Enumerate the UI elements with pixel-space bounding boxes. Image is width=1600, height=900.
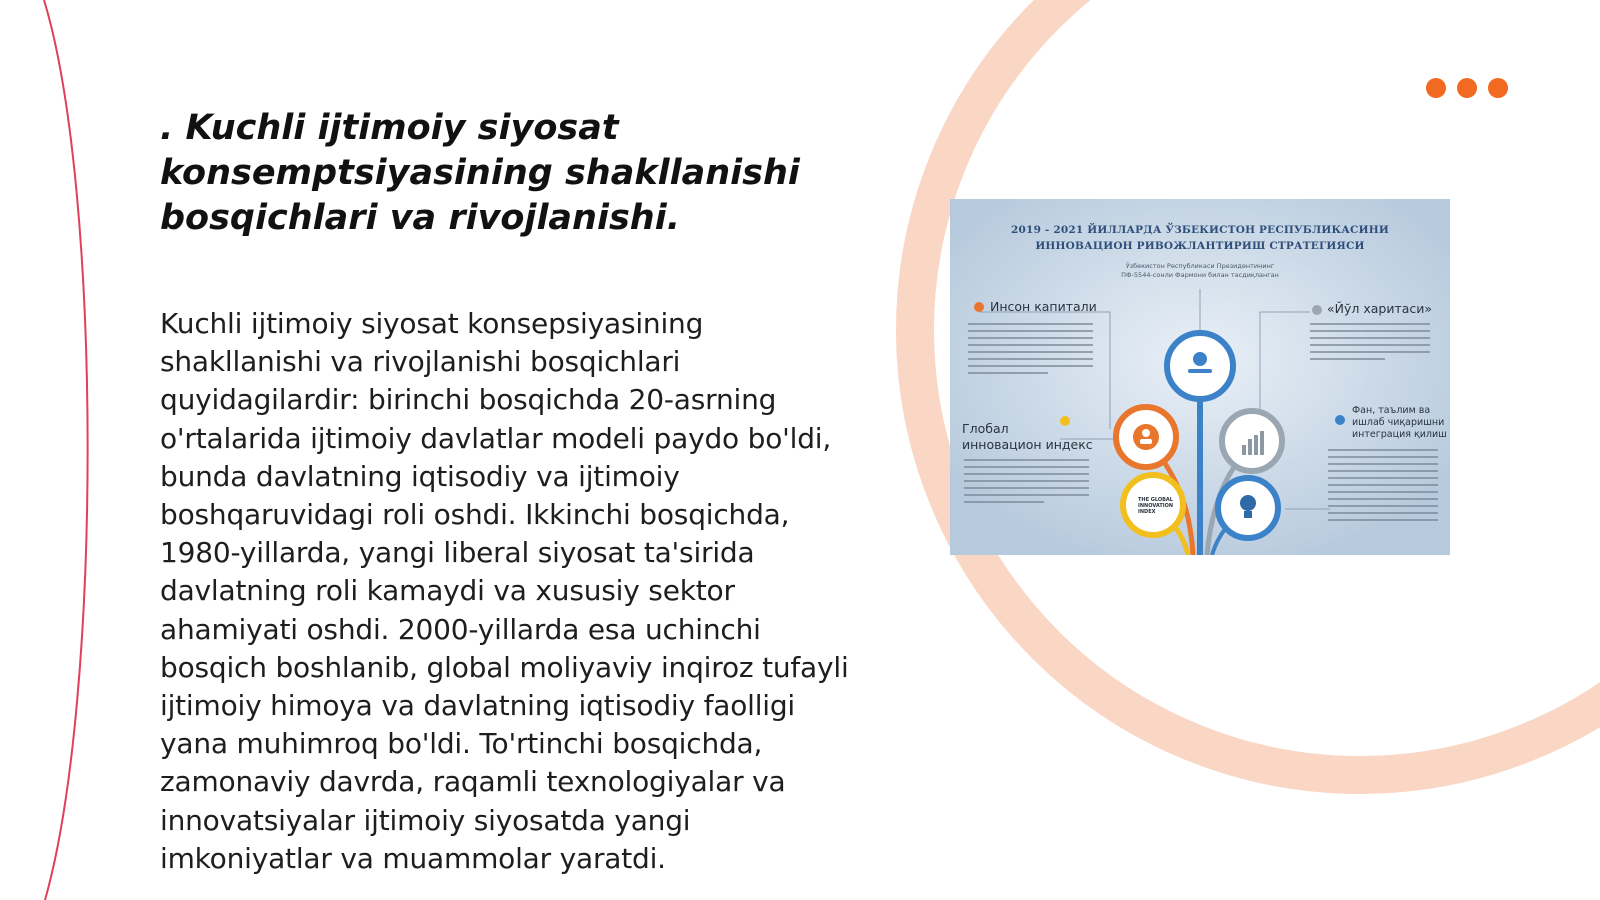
label-human-capital: Инсон капитали (990, 299, 1097, 314)
dot (1426, 78, 1446, 98)
left-red-curve (44, 0, 88, 900)
label-science-line3: интеграция қилиш (1352, 429, 1447, 440)
slide-title: . Kuchli ijtimoiy siyosat konsemptsiyasining shakllanishi bosqichlari va rivojlanishi. (160, 108, 800, 238)
label-global-index-line1: Глобал (962, 421, 1009, 436)
gii-logo-line2: INNOVATION (1138, 503, 1174, 509)
infographic-subtitle-line1: Ўзбекистон Республикаси Президентининг (1125, 262, 1275, 270)
blue-bottom-bubble (1218, 478, 1278, 538)
three-dots-icon (1424, 78, 1514, 100)
dot (1488, 78, 1508, 98)
dot (1457, 78, 1477, 98)
strategy-infographic-image (950, 199, 1450, 555)
orange-bubble (1116, 407, 1176, 467)
infographic-graphics (950, 199, 1450, 555)
label-global-index-line2: инновацион индекс (962, 437, 1093, 452)
label-science-line1: Фан, таълим ва (1352, 405, 1431, 416)
slide-body-text: Kuchli ijtimoiy siyosat konsepsiyasining shakllanishi va rivojlanishi bosqichlari quyidagilardir: birinchi bosqichda 20-asrning o'rtalarida ijtimoiy davlatlar modeli paydo bo'ldi, bunda davlatning iqtisodiy va ijtimoiy boshqaruvidagi roli oshdi. Ikkinchi bosqichda, 1980-yillarda, yangi liberal siyosat ta'sirida davlatning roli kamaydi va xususiy sektor ahamiyati oshdi. 2000-yillarda esa uchinchi bosqich boshlanib, global moliyaviy inqiroz tufayli ijtimoiy himoya va davlatning iqtisodiy faolligi yana muhimroq bo'ldi. To'rtinchi bosqichda, zamonaviy davrda, raqamli texnologiyalar va innovatsiyalar ijtimoiy siyosatda yangi imkoniyatlar va muammolar yaratdi. (160, 307, 849, 875)
gray-bubble (1222, 411, 1282, 471)
label-roadmap: «Йўл харитаси» (1327, 301, 1433, 316)
blue-top-bubble (1167, 333, 1233, 399)
gii-logo-line3: INDEX (1138, 509, 1156, 515)
infographic-title-line2: ИННОВАЦИОН РИВОЖЛАНТИРИШ СТРАТЕГИЯСИ (1035, 240, 1365, 252)
label-science-line2: ишлаб чиқаришни (1352, 417, 1445, 428)
gii-logo-line1: THE GLOBAL (1138, 497, 1173, 503)
infographic-subtitle-line2: ПФ-5544-сонли Фармони билан тасдиқланган (1121, 271, 1279, 279)
infographic-title-line1: 2019 - 2021 ЙИЛЛАРДА ЎЗБЕКИСТОН РЕСПУБЛИКАСИНИ (1011, 224, 1389, 236)
